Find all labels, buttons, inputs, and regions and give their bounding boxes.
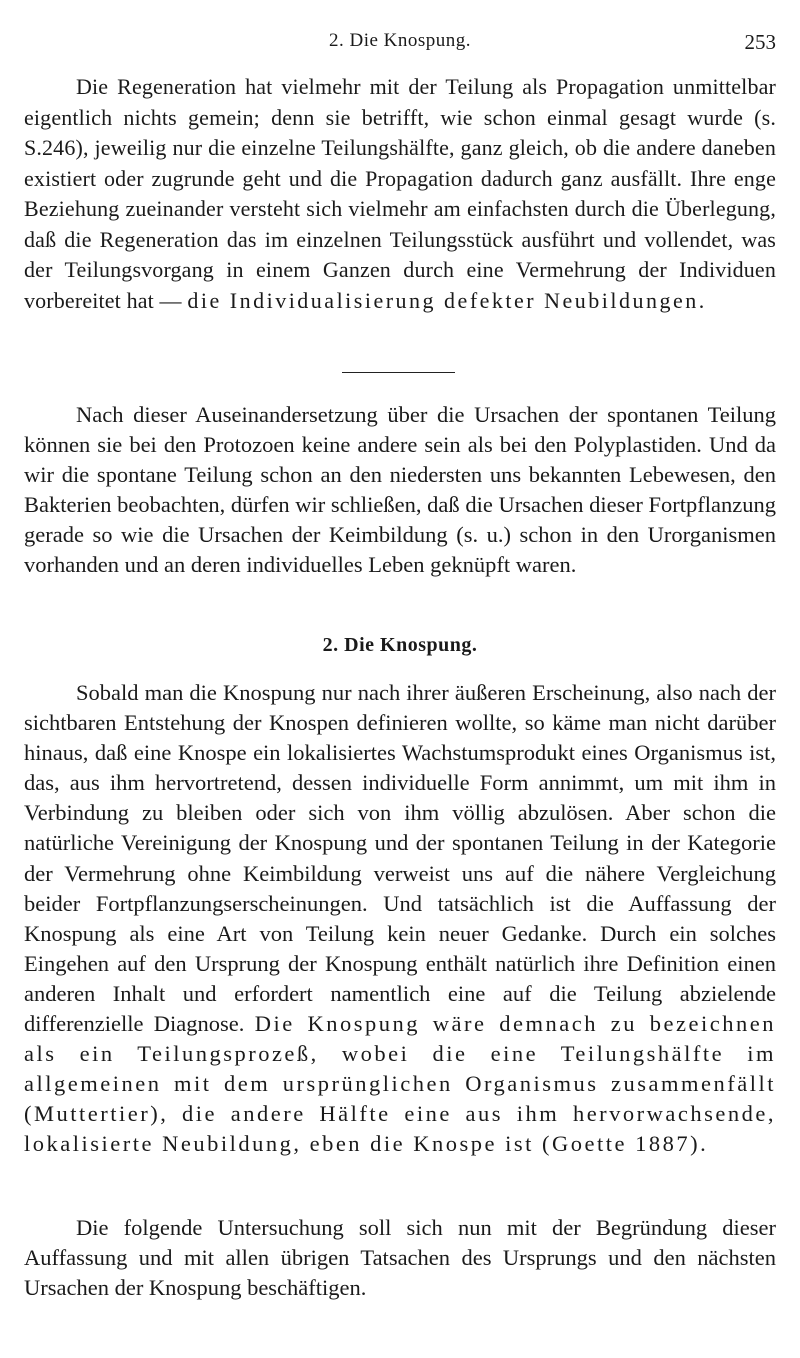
paragraph-regeneration xyxy=(24,72,776,316)
page-number: 253 xyxy=(744,30,776,54)
paragraph-text: Die Regeneration hat vielmehr mit der Teilung als Propagation unmittelbar eigentlich nichts gemein; denn sie betrifft, wie schon einmal gesagt wurde (s. S.246), jeweilig nur die einzelne Teilungshälfte, ganz gleich, ob die andere daneben existiert oder zugrunde geht und die Propagation dadurch ganz ausfällt. Ihre enge Beziehung zueinander versteht sich vielmehr am einfachsten durch die Überlegung, daß die Regeneration das im einzelnen Teilungsstück ausführt und vollendet, was der Teilungsvorgang in einem Ganzen durch eine Vermehrung der Individuen vorbereitet hat — xyxy=(24,74,776,313)
section-heading: 2. Die Knospung. xyxy=(322,634,478,656)
paragraph-investigation: Die folgende Untersuchung soll sich nun mit der Begründung dieser Auffassung und mit allen übrigen Tatsachen des Ursprungs und den nächsten Ursachen der Knospung beschäftigen. xyxy=(24,1215,776,1301)
spaced-emphasis: die Individualisierung defekter Neubildungen. xyxy=(187,287,707,313)
running-title: 2. Die Knospung. xyxy=(328,30,472,51)
running-head xyxy=(24,30,776,60)
paragraph-protozoa: Nach dieser Auseinandersetzung über die Ursachen der spontanen Teilung können sie bei den Protozoen keine andere sein als bei den Polyplastiden. Und da wir die spontane Teilung schon an den niedersten uns bekannten Lebewesen, den Bakterien beobachten, dürfen wir schließen, daß die Ursachen dieser Fortpflanzung gerade so wie die Ursachen der Keimbildung (s. u.) schon in den Urorganismen vorhanden und an deren individuelles Leben geknüpft waren. xyxy=(24,402,776,578)
section-divider xyxy=(342,372,455,373)
spaced-emphasis: Die Knospung wäre demnach zu bezeichnen als ein Teilungsprozeß, wobei die eine Teilungshälfte im allgemeinen mit dem ursprünglichen Organismus zusammenfällt (Muttertier), die andere Hälfte eine aus ihm hervorwachsende, lokalisierte Neubildung, eben die Knospe ist (Goette 1887). xyxy=(24,1011,776,1157)
book-page xyxy=(24,0,776,1358)
paragraph-text: Sobald man die Knospung nur nach ihrer äußeren Erscheinung, also nach der sichtbaren Entstehung der Knospen definieren wollte, so käme man nicht darüber hinaus, daß eine Knospe ein lokalisiertes Wachstumsprodukt eines Organismus ist, das, aus ihm hervortretend, dessen individuelle Form annimmt, um mit ihm in Verbindung zu bleiben oder sich von ihm völlig abzulösen. Aber schon die natürliche Vereinigung der Knospung und der spontanen Teilung in der Kategorie der Vermehrung ohne Keimbildung verweist uns auf die nähere Vergleichung beider Fortpflanzungserscheinungen. Und tatsächlich ist die Auffassung der Knospung als eine Art von Teilung kein neuer Gedanke. Durch ein solches Eingehen auf den Ursprung der Knospung enthält natürlich ihre Definition einen anderen Inhalt und erfordert namentlich eine auf die Teilung abzielende differenzielle Diagnose. xyxy=(24,680,776,1037)
paragraph-knospung-definition xyxy=(24,678,776,1160)
